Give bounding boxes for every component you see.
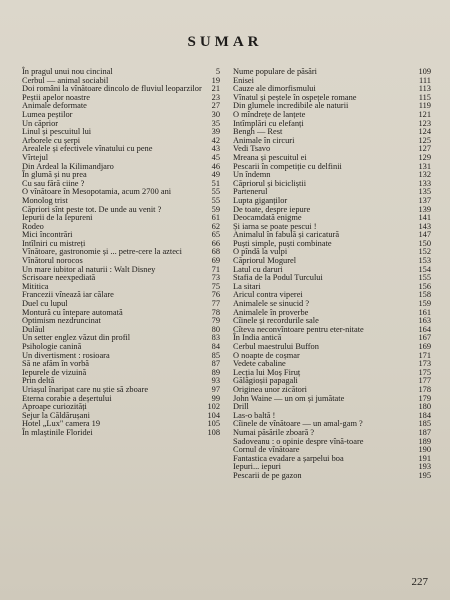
toc-entry-page: 141 [418,213,431,223]
toc-entry-title: În mlaștinile Floridei [22,427,93,437]
toc-entry-page: 30 [211,109,220,119]
toc-entry-title: Dulăul [22,324,45,334]
toc-entry-title: În pragul unui nou cincinal [22,67,113,76]
toc-entry-title: Stafia de la Podul Turcului [233,273,323,283]
toc-entry-title: Un setter englez văzut din profil [22,333,131,343]
toc-entry-title: Un divertisment : rosioara [22,350,110,360]
toc-entry-page: 152 [418,247,431,257]
toc-entry-title: Lumea peștilor [22,109,73,119]
toc-entry-page: 59 [211,204,220,214]
toc-entry-title: Animalele se sinucid ? [233,299,310,309]
toc-entry-title: Cornul de vînătoare [233,445,300,455]
toc-entry-title: Nume populare de păsări [233,67,317,76]
toc-entry-page: 154 [418,264,431,274]
toc-entry-page: 189 [418,436,431,446]
toc-entry-title: Originea unor zicători [233,384,307,394]
toc-entry-title: Aricul contra viperei [233,290,303,300]
toc-entry-title: Aproape curiozități [22,402,87,412]
toc-entry-page: 105 [207,419,220,429]
toc-entry-title: Montură cu întepare automată [22,307,123,317]
toc-entry-page: 125 [418,135,431,145]
toc-entry-page: 127 [418,144,431,154]
toc-entry-title: Monolog trist [22,195,68,205]
toc-entry-page: 119 [418,101,431,111]
toc-entry-page: 161 [418,307,431,317]
page-number: 227 [411,576,428,588]
toc-entry-page: 177 [418,376,431,386]
toc-entry-page: 147 [418,230,431,240]
toc-entry-page: 131 [418,161,431,171]
toc-entry-title: Un căprior [22,118,59,128]
toc-entry [233,472,431,481]
toc-entry-page: 167 [418,333,431,343]
toc-entry-title: Cu sau fără ciine ? [22,178,85,188]
toc-entry-page: 179 [418,393,431,403]
toc-entry-page: 155 [418,273,431,283]
toc-entry [22,317,220,326]
toc-entry-title: O vînătoare în Mesopotamia, acum 2700 ani [22,187,172,197]
toc-entry-title: Arealele și efectivele vînatului cu pene [22,144,153,154]
toc-entry-page: 108 [207,427,220,437]
toc-entry-title: La sitari [233,281,261,291]
toc-entry-title: Bengh — Rest [233,127,283,137]
toc-entry-page: 109 [418,67,431,76]
toc-entry-title: Deocamdată enigme [233,213,302,223]
toc-entry-title: Vînătorul norocos [22,256,83,266]
toc-entry-title: Mititica [22,281,49,291]
toc-entry-title: Peștii apelor noastre [22,92,90,102]
toc-right-column [233,68,431,481]
toc-entry-title: Las-o baltă ! [233,410,276,420]
toc-entry-page: 23 [211,92,220,102]
toc-entry-title: O mîndrețe de lanțete [233,109,306,119]
toc-entry-page: 71 [211,264,220,274]
toc-entry-title: Cîinele și recordurile sale [233,316,319,326]
toc-entry-title: În India antică [233,333,282,343]
toc-entry-page: 184 [418,410,431,420]
toc-entry-title: O pîndă la vulpi [233,247,288,257]
toc-entry-title: Cauze ale dimorfismului [233,84,316,94]
toc-entry-title: Mici încontrări [22,230,73,240]
toc-entry-page: 55 [211,187,220,197]
toc-entry-title: Francezii vînează iar călare [22,290,114,300]
toc-entry-title: Cîinele de vînătoare — un amal-gam ? [233,419,363,429]
toc-entry-page: 19 [211,75,220,85]
toc-entry-page: 65 [211,230,220,240]
toc-entry-title: Scrisoare neexpediată [22,273,96,283]
toc-entry-title: Latul cu daruri [233,264,283,274]
toc-entry-page: 42 [211,135,220,145]
toc-entry-title: Prin deltă [22,376,55,386]
toc-entry-title: Cîteva neconvîntoare pentru eter-nitate [233,324,364,334]
toc-entry-page: 132 [418,170,431,180]
toc-entry-title: Intîmplări cu elefanți [233,118,304,128]
toc-entry-title: Mreana și pescuitul ei [233,152,307,162]
toc-entry-page: 5 [215,67,220,76]
toc-entry-title: Un îndemn [233,170,271,180]
toc-entry-page: 79 [211,316,220,326]
toc-entry-page: 178 [418,384,431,394]
toc-entry-title: Vînatul și peștele în ospețele romane [233,92,357,102]
toc-entry-title: Eterna corabie a deșertului [22,393,112,403]
toc-entry-page: 190 [418,445,431,455]
toc-entry-title: Partenerul [233,187,268,197]
toc-entry-title: Pescarii în competiție cu delfinii [233,161,342,171]
toc-entry-title: Animale deformate [22,101,87,111]
toc-entry-page: 169 [418,342,431,351]
toc-entry [233,68,431,77]
toc-entry-page: 87 [211,359,220,369]
toc-entry-page: 163 [418,316,431,326]
toc-entry-page: 49 [211,170,220,180]
toc-entry-page: 93 [211,376,220,386]
toc-entry-page: 159 [418,299,431,309]
toc-entry-page: 150 [418,238,431,248]
toc-entry-title: Linul și pescuitul lui [22,127,92,137]
toc-entry-page: 76 [211,290,220,300]
toc-entry-page: 102 [207,402,220,412]
toc-entry-title: Cerbul — animal sociabil [22,75,109,85]
toc-entry-title: Animale în circuri [233,135,295,145]
toc-entry-page: 153 [418,256,431,266]
toc-entry-page: 113 [418,84,431,94]
toc-entry-title: Lupta giganților [233,195,288,205]
toc-entry-page: 99 [211,393,220,403]
toc-entry-title: Și iarna se poate pescui ! [233,221,317,231]
toc-entry-title: Uriașul înaripat care nu știe să zboare [22,384,149,394]
toc-entry-page: 77 [211,299,220,309]
toc-entry-page: 73 [211,273,220,283]
toc-entry-page: 124 [418,127,431,137]
toc-entry-title: Sejur la Căldărușani [22,410,90,420]
toc-entry-page: 62 [211,221,220,231]
toc-entry-title: Din Ardeal la Kilimandjaro [22,161,114,171]
toc-entry [22,214,220,223]
toc-entry-page: 45 [211,152,220,162]
toc-entry [233,395,431,404]
toc-entry-page: 115 [418,92,431,102]
toc-entry-title: Vîrtejul [22,152,49,162]
toc-entry-page: 78 [211,307,220,317]
toc-entry-title: Numai păsările zboară ? [233,427,315,437]
toc-entry-title: Cerbul maestrului Buffon [233,342,319,351]
toc-entry-title: În glumă și nu prea [22,170,87,180]
toc-entry [22,145,220,154]
toc-entry-title: Drill [233,402,249,412]
toc-entry-title: Puști simple, puști combinate [233,238,332,248]
toc-entry-title: Căpriori sînt peste tot. De unde au venit ? [22,204,162,214]
toc-entry-page: 123 [418,118,431,128]
toc-entry-page: 180 [418,402,431,412]
toc-entry-title: Iepuri... iepuri [233,462,281,472]
toc-entry-title: Optimism nezdruncinat [22,316,101,326]
toc-entry-page: 46 [211,161,220,171]
toc-entry-page: 185 [418,419,431,429]
toc-entry-page: 171 [418,350,431,360]
toc-entry-page: 85 [211,350,220,360]
toc-entry-page: 121 [418,109,431,119]
toc-entry-page: 195 [418,470,431,480]
toc-entry-title: Gălăgioșii papagali [233,376,298,386]
toc-entry-page: 156 [418,281,431,291]
toc-entry-page: 83 [211,333,220,343]
toc-entry-title: Vedete cabaline [233,359,286,369]
toc-entry [233,274,431,283]
toc-entry-title: John Waine — un om și jumătate [233,393,345,403]
toc-entry-page: 84 [211,342,220,351]
toc-entry-page: 89 [211,367,220,377]
toc-entry-page: 21 [211,84,220,94]
toc-entry-title: Doi români la vînătoare dincolo de fluviul leoparzilor [22,84,202,94]
toc-entry-title: Fantastica evadare a șarpelui boa [233,453,344,463]
toc-entry-title: Arborele cu șerpi [22,135,81,145]
toc-entry-page: 133 [418,178,431,188]
toc-entry-page: 187 [418,427,431,437]
toc-entry-page: 69 [211,256,220,266]
toc-entry-title: Enisei [233,75,254,85]
toc-entry-page: 55 [211,195,220,205]
toc-entry-title: Duel cu lupul [22,299,68,309]
toc-entry-page: 27 [211,101,220,111]
toc-entry-title: Iepurii de la Iepureni [22,213,93,223]
toc-entry-page: 164 [418,324,431,334]
toc-entry-title: Psihologie canină [22,342,82,351]
toc-entry-page: 61 [211,213,220,223]
toc-entry-page: 135 [418,187,431,197]
toc-entry-page: 35 [211,118,220,128]
toc-entry-page: 137 [418,195,431,205]
toc-entry-page: 191 [418,453,431,463]
toc-entry-page: 129 [418,152,431,162]
toc-entry-page: 104 [207,410,220,420]
toc-entry-page: 97 [211,384,220,394]
toc-entry-page: 43 [211,144,220,154]
toc-left-column [22,68,220,438]
toc-entry-page: 75 [211,281,220,291]
toc-entry-title: O noapte de coșmar [233,350,300,360]
toc-entry-page: 139 [418,204,431,214]
toc-entry-title: Din glumele incredibile ale naturii [233,101,349,111]
toc-entry-title: Hotel „Lux" camera 19 [22,419,101,429]
toc-entry-page: 80 [211,324,220,334]
toc-entry-title: Sadoveanu : o opinie despre vînă-toare [233,436,364,446]
toc-entry-page: 193 [418,462,431,472]
toc-entry-title: Căpriorul și bicicliștii [233,178,307,188]
toc-entry-title: Căpriorul Mogurel [233,256,297,266]
toc-entry-title: Vedi Tsavo [233,144,271,154]
toc-entry-page: 68 [211,247,220,257]
toc-entry [22,274,220,283]
toc-entry-title: Lecția lui Moș Firuț [233,367,301,377]
toc-entry [22,429,220,438]
toc-entry-title: Vînătoare, gastronomie și ... petre-cere la azteci [22,247,182,257]
toc-entry-title: Intîlniri cu mistreți [22,238,86,248]
toc-entry-title: Un mare iubitor al naturii : Walt Disney [22,264,156,274]
toc-entry-page: 173 [418,359,431,369]
toc-entry-page: 158 [418,290,431,300]
toc-entry-page: 66 [211,238,220,248]
toc-entry-title: Rodeo [22,221,44,231]
toc-entry-page: 111 [419,75,431,85]
toc-entry-page: 175 [418,367,431,377]
toc-entry-title: Animalele în proverbe [233,307,309,317]
toc-entry-page: 51 [211,178,220,188]
toc-entry-page: 143 [418,221,431,231]
toc-entry-title: Pescarii de pe gazon [233,470,302,480]
page-title: SUMAR [187,34,263,50]
toc-entry-title: Să ne afăm în vorbă [22,359,89,369]
toc-entry-title: Animalul în fabulă și caricatură [233,230,340,240]
toc-entry-title: Iepurele de vizuină [22,367,87,377]
toc-entry-title: De toate, despre iepure [233,204,311,214]
toc-entry-page: 39 [211,127,220,137]
